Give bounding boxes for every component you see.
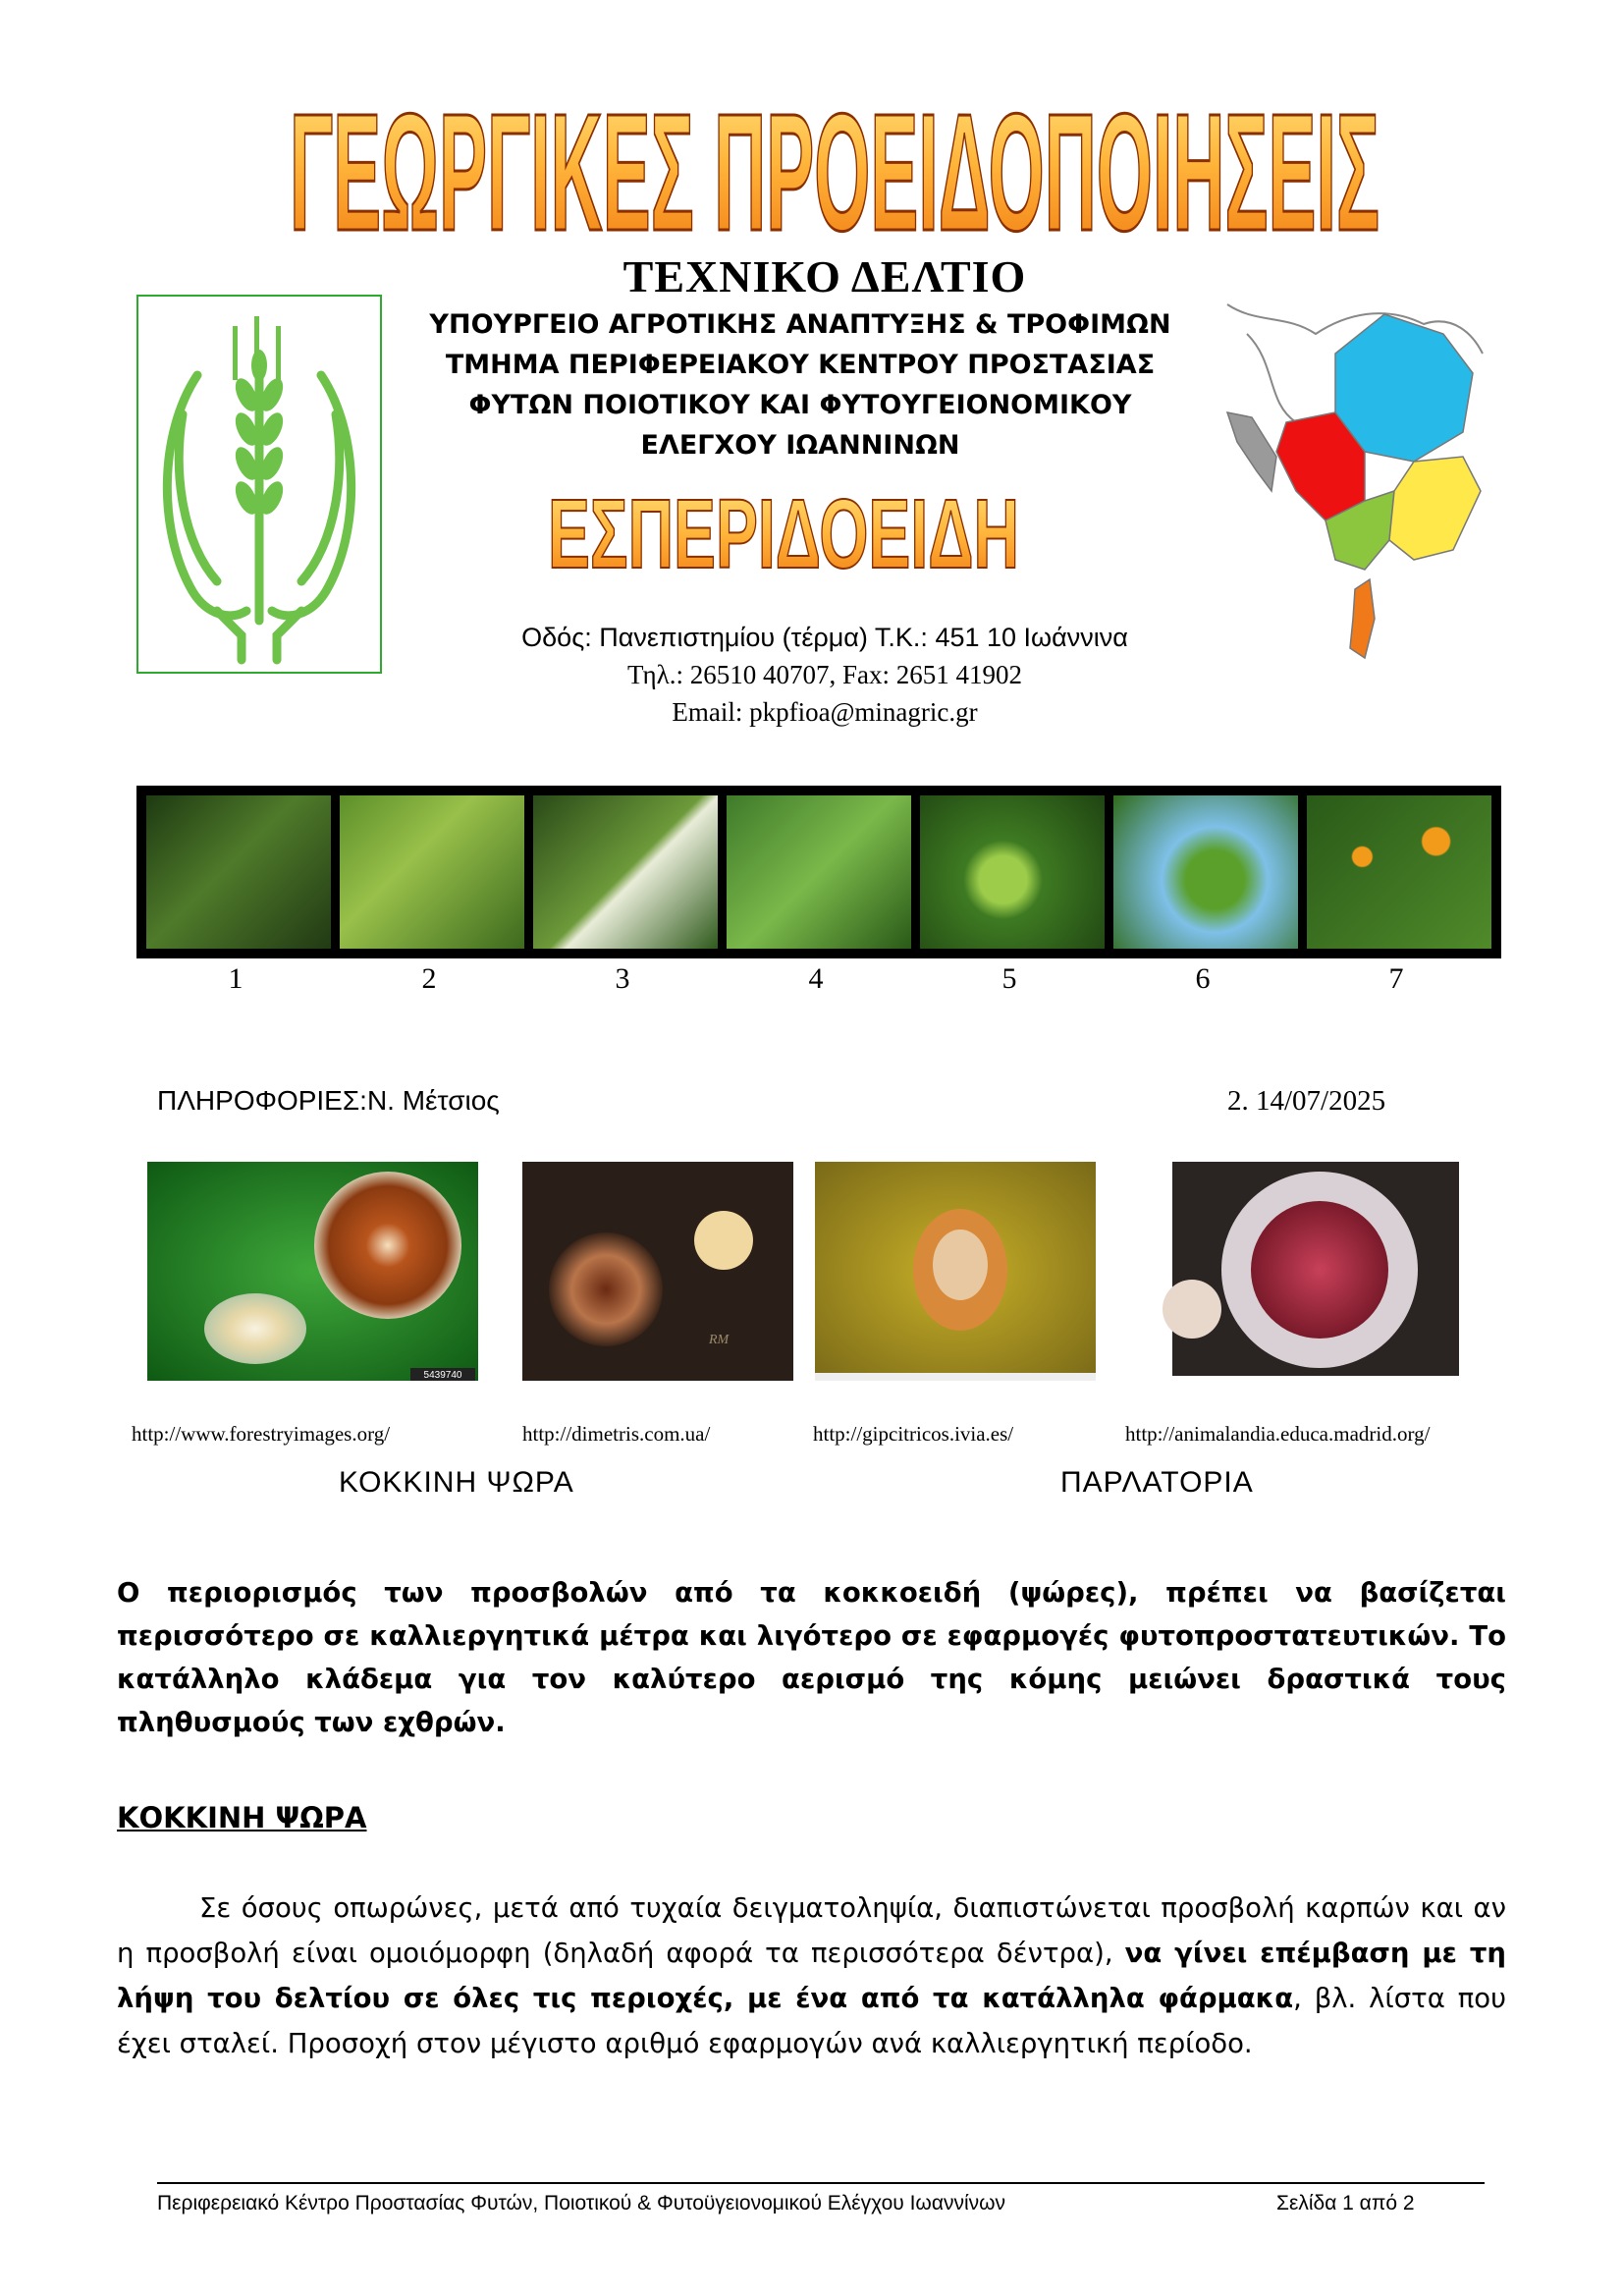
stage-photo [727,795,911,949]
section-body [117,1886,1506,2066]
banner-title [275,73,1394,266]
email: Email: pkpfioa@minagric.gr [672,697,978,727]
intro-paragraph: Ο περιορισμός των προσβολών από τα κοκκοειδή (ψώρες), πρέπει να βασίζεται περισσότερο σε καλλιεργητικά μέτρα και λιγότερο σε εφαρμογές φυτοπροστατευτικών. Το κατάλληλο κλάδεμα για τον καλύτερο αερισμό της κόμης μειώνει δραστικά τους πληθυσμούς των εχθρών. [117,1577,1506,1738]
red-scale-photo-2 [522,1162,793,1381]
ministry-logo [136,295,382,674]
document-type: ΤΕΧΝΙΚΟ ΔΕΛΤΙΟ [622,251,1027,301]
photo-source: http://gipcitricos.ivia.es/ [813,1422,1014,1446]
svg-text:ΕΣΠΕΡΙΔΟΕΙΔΗ: ΕΣΠΕΡΙΔΟΕΙΔΗ [548,479,1019,589]
contact-block [432,619,1217,731]
section-heading: ΚΟΚΚΙΝΗ ΨΩΡΑ [117,1801,367,1834]
stage-number: 7 [1388,962,1404,995]
ministry-line: ΤΜΗΜΑ ΠΕΡΙΦΕΡΕΙΑΚΟΥ ΚΕΝΤΡΟΥ ΠΡΟΣΤΑΣΙΑΣ [445,350,1156,380]
stage-photo [1113,795,1298,949]
body-emphasis: να γίνει επέμβαση με τη λήψη του δελτίου σε όλες τις περιοχές, με ένα από τα κατάλληλα φάρμακα [117,1938,1506,2014]
ministry-line: ΕΛΕΓΧΟΥ ΙΩΑΝΝΙΝΩΝ [640,430,960,461]
photo-source: http://www.forestryimages.org/ [132,1422,391,1446]
wheat-hands-icon [138,297,380,672]
stage-number: 1 [228,962,243,995]
subject-title [538,479,1029,589]
caption-parlatoria: ΠΑΡΛΑΤΟΡΙΑ [1060,1466,1254,1499]
caption-red-scale: ΚΟΚΚΙΝΗ ΨΩΡΑ [339,1466,574,1499]
page-number: Σελίδα 1 από 2 [1276,2192,1415,2214]
stage-photo [146,795,331,949]
ministry-block [393,304,1208,465]
ministry-line: ΦΥΤΩΝ ΠΟΙΟΤΙΚΟΥ ΚΑΙ ΦΥΤΟΥΓΕΙΟΝΟΜΙΚΟΥ [468,390,1132,420]
stage-number: 6 [1195,962,1211,995]
footer-divider [157,2182,1485,2184]
stage-number: 3 [615,962,630,995]
parlatoria-photo [815,1162,1096,1381]
stage-photo [533,795,718,949]
red-scale-photo [147,1162,478,1381]
phone-fax: Τηλ.: 26510 40707, Fax: 2651 41902 [627,660,1022,689]
ministry-line: ΥΠΟΥΡΓΕΙΟ ΑΓΡΟΤΙΚΗΣ ΑΝΑΠΤΥΞΗΣ & ΤΡΟΦΙΜΩΝ [429,309,1171,340]
stage-number: 5 [1001,962,1017,995]
svg-text:ΓΕΩΡΓΙΚΕΣ ΠΡΟΕΙΔΟΠΟΙΗΣΕΙΣ: ΓΕΩΡΓΙΚΕΣ ΠΡΟΕΙΔΟΠΟΙΗΣΕΙΣ [290,80,1380,266]
issue-date: 2. 14/07/2025 [1227,1085,1386,1117]
address: Οδός: Πανεπιστημίου (τέρμα) Τ.Κ.: 451 10 Ιωάννινα [521,623,1128,652]
info-contact: ΠΛΗΡΟΦΟΡΙΕΣ:Ν. Μέτσιος [157,1085,500,1116]
body-text: Σε όσους οπωρώνες, μετά από τυχαία δειγματοληψία, διαπιστώνεται προσβολή καρπών και αν η προσβολή είναι ομοιόμορφη (δηλαδή αφορά τα περισσότερα δέντρα), [117,1892,1506,1969]
growth-stage-numbers [136,962,1501,1002]
footer-organization: Περιφερειακό Κέντρο Προστασίας Φυτών, Ποιοτικού & Φυτοϋγειονομικού Ελέγχου Ιωαννίνων [157,2192,1006,2214]
svg-text:RM: RM [709,1333,730,1347]
region-map [1217,295,1492,683]
stage-photo [920,795,1105,949]
growth-stage-strip [136,786,1501,958]
photo-source: http://dimetris.com.ua/ [522,1422,711,1446]
photo-source: http://animalandia.educa.madrid.org/ [1125,1422,1431,1446]
stage-photo [1307,795,1491,949]
stage-number: 4 [808,962,824,995]
body-text: , βλ. λίστα που έχει σταλεί. Προσοχή στον μέγιστο αριθμό εφαρμογών ανά καλλιεργητική περίοδο. [117,1983,1506,2059]
parlatoria-photo-2 [1172,1162,1459,1376]
svg-text:5439740: 5439740 [423,1370,462,1381]
stage-number: 2 [421,962,437,995]
stage-photo [340,795,524,949]
